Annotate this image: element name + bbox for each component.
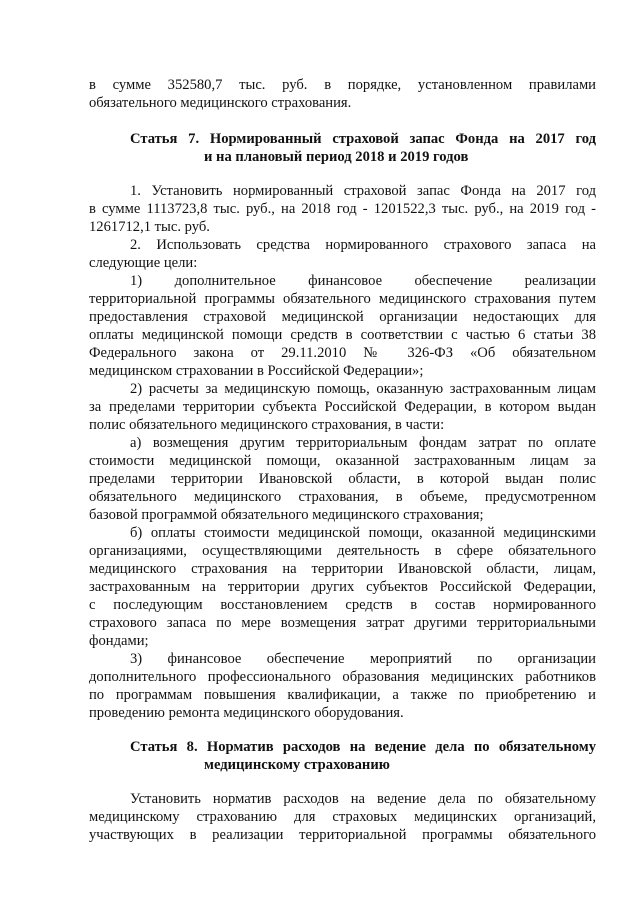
text-line: участвующих в реализации территориальной программы обязательного	[89, 827, 596, 843]
text-line: организациями, осуществляющими деятельность в сфере обязательного	[89, 543, 596, 559]
text-line: за пределами территории субъекта Российской Федерации, в котором выдан	[89, 399, 596, 415]
article-heading: медицинскому страхованию	[204, 757, 390, 773]
text-line: медицинского страхования на территории Ивановской области, лицам,	[89, 561, 596, 577]
text-line: обязательного медицинского страхования, в объеме, предусмотренном	[89, 489, 596, 505]
text-line: медицинскому страхованию для страховых медицинских организаций,	[89, 809, 596, 825]
text-line: 1261712,1 тыс. руб.	[89, 219, 210, 235]
text-line: в сумме 352580,7 тыс. руб. в порядке, установленном правилами	[89, 77, 596, 93]
text-line: 2. Использовать средства нормированного страхового запаса на	[130, 237, 596, 253]
text-line: 3) финансовое обеспечение мероприятий по организации	[130, 651, 596, 667]
text-line: оплаты медицинской помощи средств в соответствии с частью 6 статьи 38	[89, 327, 596, 343]
text-line: 1) дополнительное финансовое обеспечение реализации	[130, 273, 596, 289]
text-line: пределами территории Ивановской области, в которой выдан полис	[89, 471, 596, 487]
text-line: с последующим восстановлением средств в состав нормированного	[89, 597, 596, 613]
text-line: б) оплаты стоимости медицинской помощи, оказанной медицинскими	[130, 525, 596, 541]
text-line: Федерального закона от 29.11.2010 № 326-ФЗ «Об обязательном	[89, 345, 596, 361]
text-line: а) возмещения другим территориальным фондам затрат по оплате	[130, 435, 596, 451]
text-line: базовой программой обязательного медицинского страхования;	[89, 507, 484, 523]
text-line: проведению ремонта медицинского оборудования.	[89, 705, 404, 721]
text-line: 2) расчеты за медицинскую помощь, оказанную застрахованным лицам	[130, 381, 596, 397]
text-line: 1. Установить нормированный страховой запас Фонда на 2017 год	[130, 183, 596, 199]
text-line: Установить норматив расходов на ведение дела по обязательному	[130, 791, 596, 807]
text-line: фондами;	[89, 633, 149, 649]
text-line: дополнительного профессионального образования медицинских работников	[89, 669, 596, 685]
text-line: полис обязательного медицинского страхования, в части:	[89, 417, 445, 433]
text-line: медицинском страховании в Российской Федерации»;	[89, 363, 424, 379]
text-line: предоставления страховой медицинской организации недостающих для	[89, 309, 596, 325]
article-heading: Статья 7. Нормированный страховой запас Фонда на 2017 год	[130, 131, 596, 147]
article-heading: и на плановый период 2018 и 2019 годов	[204, 149, 469, 165]
text-line: территориальной программы обязательного медицинского страхования путем	[89, 291, 596, 307]
text-line: обязательного медицинского страхования.	[89, 95, 352, 111]
text-line: по программам повышения квалификации, а также по приобретению и	[89, 687, 596, 703]
text-line: застрахованным на территории других субъектов Российской Федерации,	[89, 579, 596, 595]
text-line: страхового запаса по мере возмещения затрат другими территориальными	[89, 615, 596, 631]
text-line: стоимости медицинской помощи, оказанной застрахованным лицам за	[89, 453, 596, 469]
article-heading: Статья 8. Норматив расходов на ведение дела по обязательному	[130, 739, 596, 755]
text-line: следующие цели:	[89, 255, 198, 271]
text-line: в сумме 1113723,8 тыс. руб., на 2018 год - 1201522,3 тыс. руб., на 2019 год -	[89, 201, 596, 217]
